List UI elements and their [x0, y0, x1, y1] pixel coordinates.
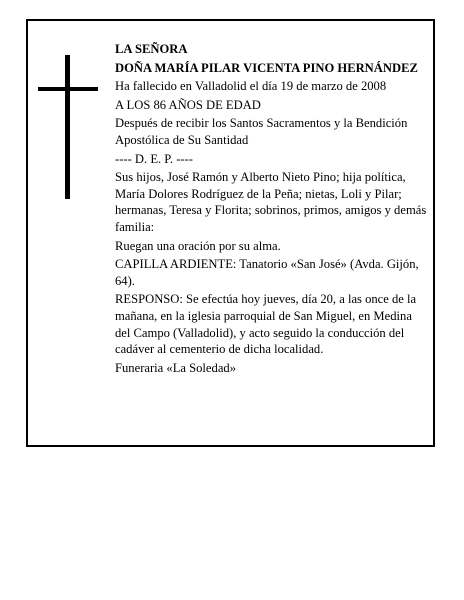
notice-text — [115, 41, 427, 378]
prayer-request: Ruegan una oración por su alma. — [115, 238, 281, 253]
responso-info: RESPONSO: Se efectúa hoy jueves, día 20, a las once de la mañana, en la iglesia parroquial de San Miguel, en Medina del Campo (Valladolid), y acto seguido la conducción del cadáver al cementerio de dicha localidad. — [115, 292, 417, 357]
cross-vertical-bar — [65, 55, 70, 199]
chapel-info: CAPILLA ARDIENTE: Tanatorio «San José» (Avda. Gijón, 64). — [115, 257, 419, 288]
funeral-home: Funeraria «La Soledad» — [115, 360, 236, 375]
family-list: Sus hijos, José Ramón y Alberto Nieto Pino; hija política, María Dolores Rodríguez de la Peña; nietas, Loli y Pilar; hermanas, Teresa y Florita; sobrinos, primos, amigos y demás familia: — [115, 170, 427, 234]
notice-title: LA SEÑORA — [115, 42, 188, 56]
sacraments-statement: Después de recibir los Santos Sacramentos y la Bendición Apostólica de Su Santidad — [115, 116, 408, 147]
cross-icon — [38, 55, 98, 199]
rip-line: ---- D. E. P. ---- — [115, 151, 193, 166]
cross-horizontal-bar — [38, 87, 98, 91]
deceased-name: DOÑA MARÍA PILAR VICENTA PINO HERNÁNDEZ — [115, 60, 418, 75]
death-statement: Ha fallecido en Valladolid el día 19 de marzo de 2008 — [115, 79, 387, 94]
obituary-notice — [26, 19, 435, 447]
age-statement: A LOS 86 AÑOS DE EDAD — [115, 97, 261, 112]
